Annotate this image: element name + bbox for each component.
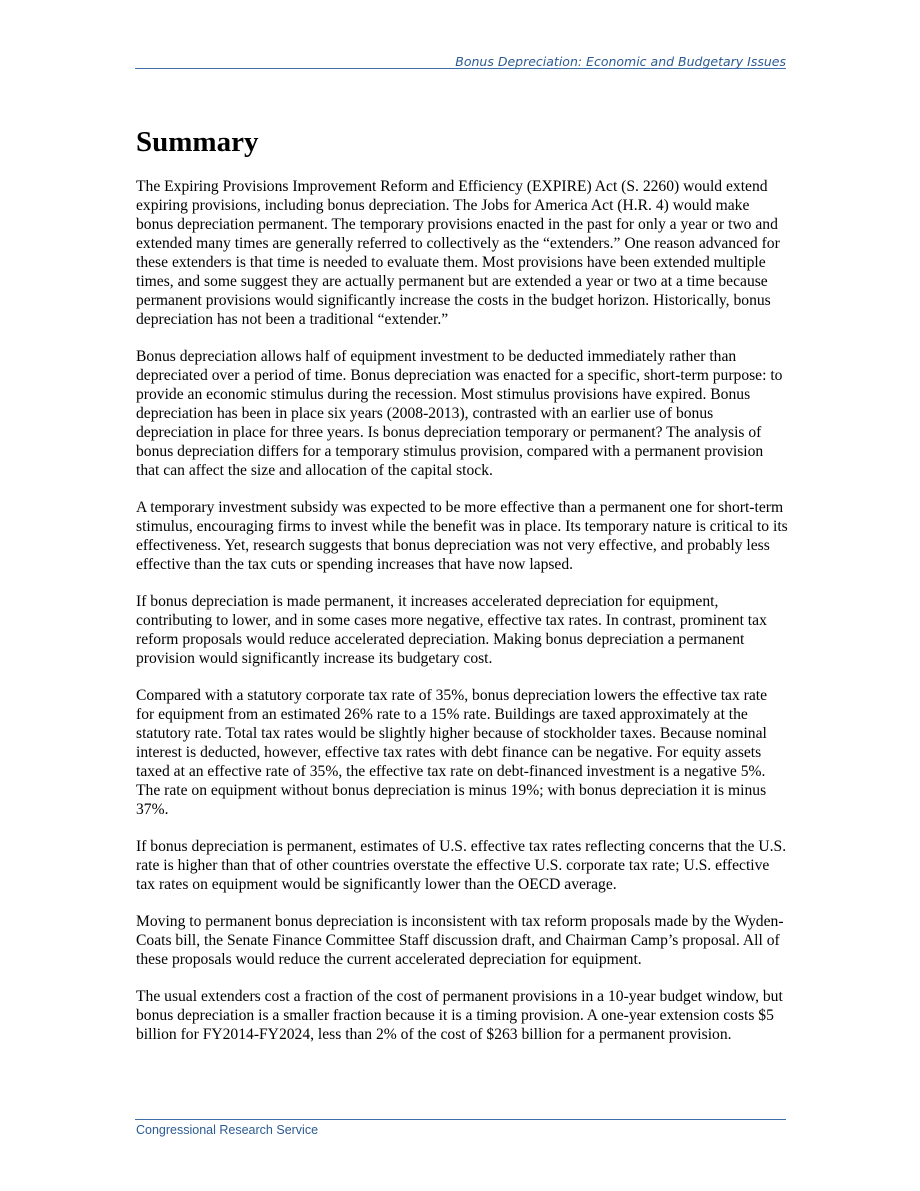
paragraph-temporary-subsidy: A temporary investment subsidy was expected to be more effective than a permanent one for short-term stimulus, encouraging firms to invest while the benefit was in place. Its temporary nature is critical to its effectiveness. Yet, research suggests that bonus depreciation was not very effective, and probably less effective than the tax cuts or spending increases that have now lapsed. [136,499,788,573]
header-rule [135,68,786,69]
paragraph-budget-cost: The usual extenders cost a fraction of the cost of permanent provisions in a 10-year budget window, but bonus depreciation is a smaller fraction because it is a timing provision. A one-year extension costs $5 billion for FY2014-FY2024, less than 2% of the cost of $263 billion for a permanent provision. [136,988,783,1043]
paragraph-expire-act: The Expiring Provisions Improvement Reform and Efficiency (EXPIRE) Act (S. 2260) would extend expiring provisions, including bonus depreciation. The Jobs for America Act (H.R. 4) would make bonus depreciation permanent. The temporary provisions enacted in the past for only a year or two and extended many times are generally referred to collectively as the “extenders.” One reason advanced for these extenders is that time is needed to evaluate them. Most provisions have been extended multiple times, and some suggest they are actually permanent but are extended a year or two at a time because permanent provisions would significantly increase the costs in the budget horizon. Historically, bonus depreciation has not been a traditional “extender.” [136,178,780,328]
paragraph-effective-tax-rates: Compared with a statutory corporate tax rate of 35%, bonus depreciation lowers the effective tax rate for equipment from an estimated 26% rate to a 15% rate. Buildings are taxed approximately at the statutory rate. Total tax rates would be slightly higher because of stockholder taxes. Because nominal interest is deducted, however, effective tax rates with debt finance can be negative. For equity assets taxed at an effective rate of 35%, the effective tax rate on debt-financed investment is a negative 5%. The rate on equipment without bonus depreciation is minus 19%; with bonus depreciation it is minus 37%. [136,687,768,818]
paragraph-tax-reform: Moving to permanent bonus depreciation is inconsistent with tax reform proposals made by the Wyden-Coats bill, the Senate Finance Committee Staff discussion draft, and Chairman Camp’s proposal. All of these proposals would reduce the current accelerated depreciation for equipment. [136,913,784,968]
paragraph-permanent-effects: If bonus depreciation is made permanent, it increases accelerated depreciation for equipment, contributing to lower, and in some cases more negative, effective tax rates. In contrast, prominent tax reform proposals would reduce accelerated depreciation. Making bonus depreciation a permanent provision would significantly increase its budgetary cost. [136,593,767,667]
running-header: Bonus Depreciation: Economic and Budgetary Issues [455,54,786,69]
running-footer: Congressional Research Service [136,1123,319,1137]
paragraph-oecd-comparison: If bonus depreciation is permanent, estimates of U.S. effective tax rates reflecting concerns that the U.S. rate is higher than that of other countries overstate the effective U.S. corporate tax rate; U.S. effective tax rates on equipment would be significantly lower than the OECD average. [136,838,787,893]
footer-rule [135,1119,786,1120]
paragraph-bonus-definition: Bonus depreciation allows half of equipment investment to be deducted immediately rather than depreciated over a period of time. Bonus depreciation was enacted for a specific, short-term purpose: to provide an economic stimulus during the recession. Most stimulus provisions have expired. Bonus depreciation has been in place six years (2008-2013), contrasted with an earlier use of bonus depreciation in place for three years. Is bonus depreciation temporary or permanent? The analysis of bonus depreciation differs for a temporary stimulus provision, compared with a permanent provision that can affect the size and allocation of the capital stock. [136,348,783,479]
summary-body [136,177,788,1062]
page-title: Summary [136,126,259,158]
